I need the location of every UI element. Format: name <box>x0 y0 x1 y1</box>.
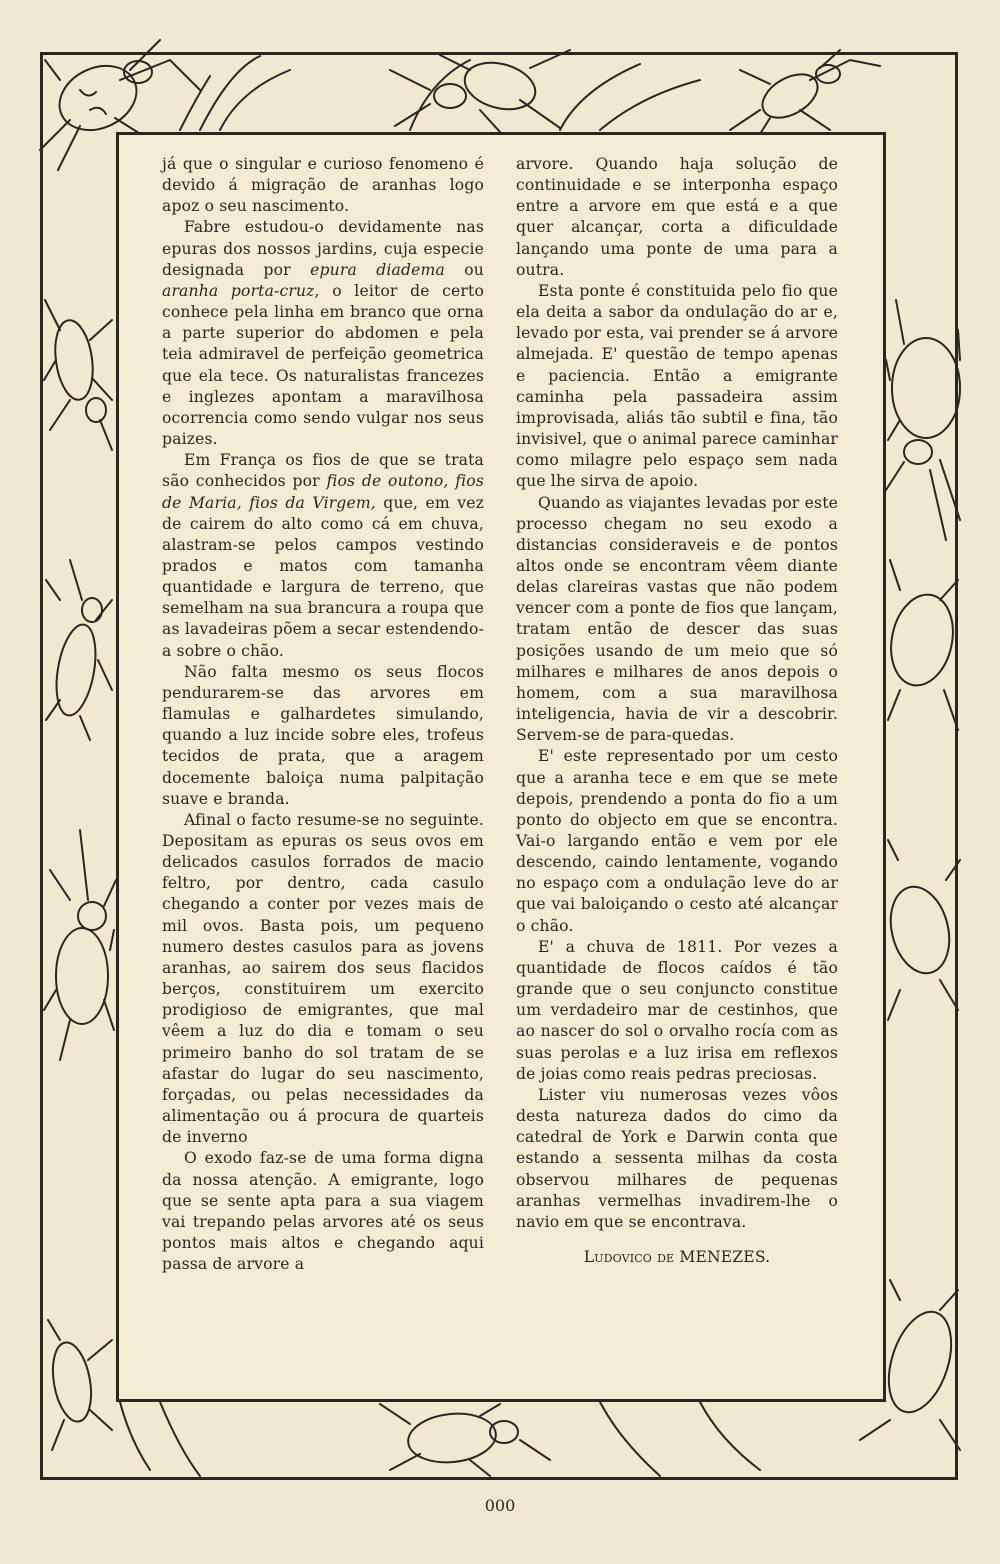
paragraph: Esta ponte é constituida pelo fio que ela deita a sabor da ondulação do ar e, levado por esta, vai prender se á arvore almejada. E' questão de tempo apenas e paciencia. Então a emigrante caminha pela passadeira assim improvisada, aliás tão subtil e fina, tão invisivel, que o animal parece caminhar como milagre pelo espaço sem nada que lhe sirva de apoio. <box>516 281 838 491</box>
paragraph: Não falta mesmo os seus flocos pendurarem-se das arvores em flamulas e galhardetes simulando, quando a luz incide sobre eles, trofeus tecidos de prata, que a aragem docemente baloiça numa palpitação suave e branda. <box>162 662 484 808</box>
left-column <box>162 154 484 1275</box>
paragraph: Lister viu numerosas vezes vôos desta natureza dados do cimo da catedral de York e Darwin conta que estando a sessenta milhas da costa observou milhares de pequenas aranhas vermelhas invadirem-lhe o navio em que se encontrava. <box>516 1085 838 1231</box>
author-signature: Ludovico de MENEZES. <box>583 1247 771 1266</box>
paragraph: Fabre estudou-o devidamente nas epuras dos nossos jardins, cuja especie designada por epura diadema ou aranha porta-cruz, o leitor de certo conhece pela linha em branco que orna a parte superior do abdomen e pela teia admiravel de perfeição geometrica que ela tece. Os naturalistas francezes e inglezes apontam a maravilhosa ocorrencia como sendo vulgar nos seus paizes. <box>162 218 484 449</box>
paragraph: Afinal o facto resume-se no seguinte. Depositam as epuras os seus ovos em delicados casulos forrados de macio feltro, por dentro, cada casulo chegando a conter por vezes mais de mil ovos. Basta pois, um pequeno numero destes casulos para as jovens aranhas, ao sairem dos seus flacidos berços, constituirem um exercito prodigioso de emigrantes, que mal vêem a luz do dia e tomam o seu primeiro banho do sol tratam de se afastar do lugar do seu nascimento, forçadas, ou pelas necessidades da alimentação ou á procura de quarteis de inverno <box>162 810 484 1147</box>
paragraph: já que o singular e curioso fenomeno é devido á migração de aranhas logo apoz o seu nascimento. <box>162 155 484 216</box>
page-number: 000 <box>484 1496 516 1515</box>
paragraph: arvore. Quando haja solução de continuidade e se interponha espaço entre a arvore em que está e a que quer alcançar, corta a dificuldade lançando uma ponte de uma para a outra. <box>516 155 838 279</box>
right-column <box>516 154 838 1268</box>
paragraph: Quando as viajantes levadas por este processo chegam no seu exodo a distancias consideraveis e de pontos altos onde se encontram vêem diante delas clareiras vastas que não podem vencer com a ponte de fios que lançam, tratam então de descer das suas posições usando de um meio que só milhares e milhares de anos depois o homem, com a sua maravilhosa inteligencia, havia de vir a descobrir. Servem-se de para-quedas. <box>516 493 838 745</box>
paragraph: E' a chuva de 1811. Por vezes a quantidade de flocos caídos é tão grande que o seu conjuncto constitue um verdadeiro mar de cestinhos, que ao nascer do sol o orvalho rocía com as suas perolas e a luz irisa em reflexos de joias como reais pedras preciosas. <box>516 937 838 1083</box>
paragraph: Em França os fios de que se trata são conhecidos por fios de outono, fios de Maria, fios da Virgem, que, em vez de cairem do alto como cá em chuva, alastram-se pelos campos vestindo prados e matos com tamanha quantidade e largura de terreno, que semelham na sua brancura a roupa que as lavadeiras põem a secar estendendo-a sobre o chão. <box>162 451 485 660</box>
paragraph: E' este representado por um cesto que a aranha tece e em que se mete depois, prendendo a ponta do fio a um ponto do objecto em que se encontra. Vai-o largando então e vem por ele descendo, caindo lentamente, vogando no espaço com a ondulação leve do ar que vai baloiçando o cesto até alcançar o chão. <box>516 747 838 935</box>
paragraph: O exodo faz-se de uma forma digna da nossa atenção. A emigrante, logo que se sente apta para a sua viagem vai trepando pelas arvores até os seus pontos mais altos e chegando aqui passa de arvore a <box>162 1149 484 1274</box>
